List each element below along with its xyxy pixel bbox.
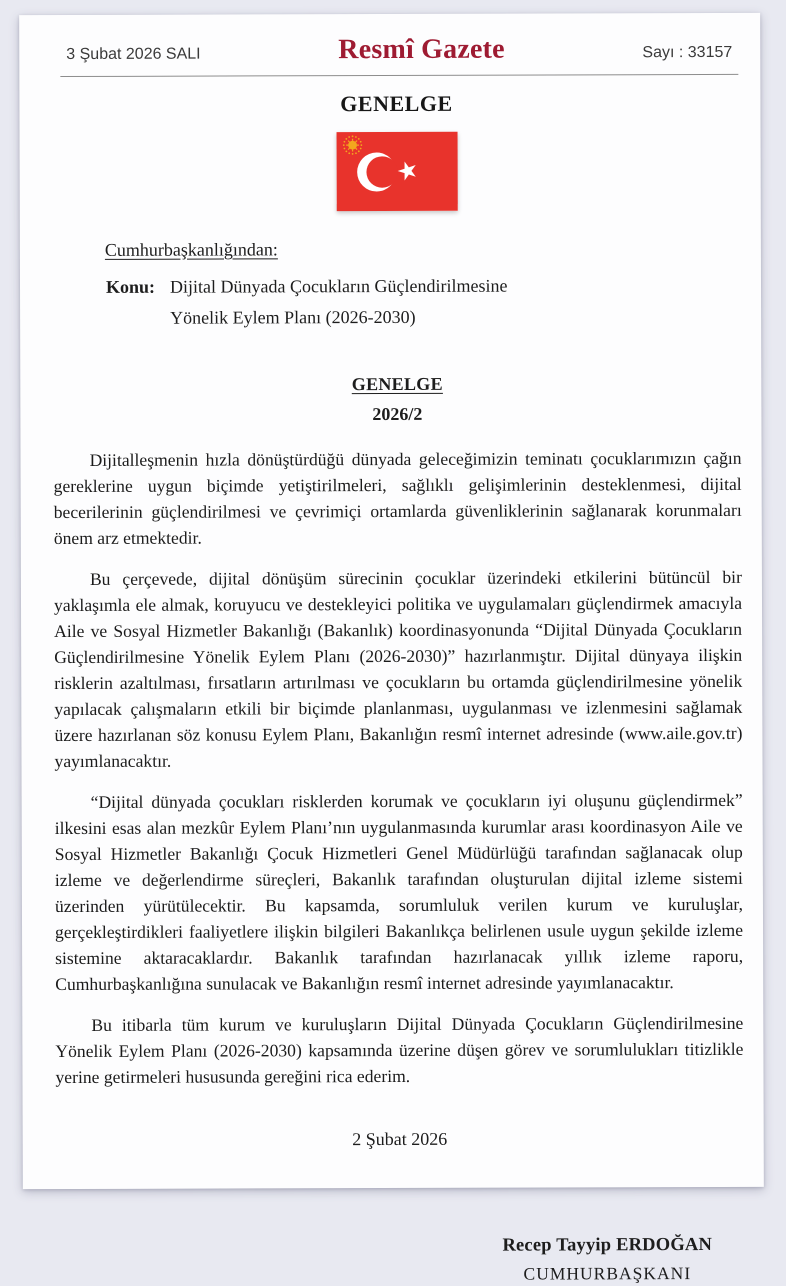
signatory-title: CUMHURBAŞKANI xyxy=(503,1263,713,1285)
paragraph-3: “Dijital dünyada çocukları risklerden korumak ve çocukların iyi oluşunu güçlendirmek” ilkesini esas alan mezkûr Eylem Planı’nın uygulanmasında kurumlar arası koordinasyon Aile ve Sosyal Hizmetler Bakanlığı Çocuk Hizmetleri Genel Müdürlüğü tarafından sağlanacak olup izleme ve değerlendirme süreçleri, Bakanlık tarafından oluşturulan dijital izleme sistemi üzerinden yürütülecektir. Bu kapsamda, sorumluluk verilen kurum ve kuruluşlar, gerçekleştirdikleri faaliyetlere ilişkin bilgileri Bakanlıkça belirlenen usule uygun şekilde izleme sistemine aktaracaklardır. Bakanlık tarafından hazırlanacak yıllık izleme raporu, Cumhurbaşkanlığına sunulacak ve Bakanlığın resmî internet adresinde yayımlanacaktır. xyxy=(55,787,744,997)
issue-date: 3 Şubat 2026 SALI xyxy=(66,46,200,64)
document-page xyxy=(19,13,764,1189)
subject-block xyxy=(106,270,741,334)
signature-date: 2 Şubat 2026 xyxy=(56,1128,744,1151)
subject-line-2: Yönelik Eylem Planı (2026-2030) xyxy=(170,307,416,328)
subject-label: Konu: xyxy=(106,272,170,334)
masthead xyxy=(52,33,740,67)
paragraph-2: Bu çerçevede, dijital dönüşüm sürecinin çocuklar üzerindeki etkilerini bütüncül bir yaklaşımla ele almak, koruyucu ve destekleyici politika ve uygulamaları güçlendirmek amacıyla Aile ve Sosyal Hizmetler Bakanlığı (Bakanlık) koordinasyonunda “Dijital Dünyada Çocukların Güçlendirilmesine Yönelik Eylem Planı (2026-2030)” hazırlanmıştır. Dijital dünyaya ilişkin risklerin azaltılması, fırsatların artırılması ve çocukların bu ortamda güçlendirilmesine yönelik yapılacak çalışmaların etkili bir biçimde planlanması, uygulanması ve izlenmesini sağlamak üzere hazırlanan söz konusu Eylem Planı, Bakanlığın resmî internet adresinde (www.aile.gov.tr) yayımlanacaktır. xyxy=(54,564,743,774)
issuing-authority: Cumhurbaşkanlığından: xyxy=(105,238,741,261)
circular-number: 2026/2 xyxy=(53,403,741,426)
flag-container xyxy=(53,131,741,212)
issue-number: Sayı : 33157 xyxy=(642,44,732,62)
paragraph-1: Dijitalleşmenin hızla dönüştürdüğü dünyada geleceğimizin teminatı çocuklarımızın çağın gereklerine uygun biçimde yetiştirilmeleri, sağlıklı gelişimlerinin desteklenmesi, dijital becerilerinin güçlendirilmesi ve çevrimiçi ortamlarda güvenliklerinin sağlanarak korunmaları önem arz etmektedir. xyxy=(54,445,742,551)
signatory-name: Recep Tayyip ERDOĞAN xyxy=(502,1235,712,1257)
page-content xyxy=(19,13,764,1286)
gazette-title: Resmî Gazete xyxy=(338,34,505,67)
turkish-presidential-flag-icon xyxy=(336,132,457,211)
document-type-heading: GENELGE xyxy=(52,90,740,118)
subject-line-1: Dijital Dünyada Çocukların Güçlendirilmesine xyxy=(170,276,507,297)
masthead-divider xyxy=(60,74,738,77)
circular-title: GENELGE xyxy=(53,373,741,396)
signature-block xyxy=(502,1235,712,1285)
paragraph-4: Bu itibarla tüm kurum ve kuruluşların Dijital Dünyada Çocukların Güçlendirilmesine Yönelik Eylem Planı (2026-2030) kapsamında üzerine düşen görev ve sorumlulukları titizlikle yerine getirmeleri hususunda gereğini rica ederim. xyxy=(55,1010,743,1090)
subject-text xyxy=(170,271,508,334)
circular-body xyxy=(54,445,744,1090)
